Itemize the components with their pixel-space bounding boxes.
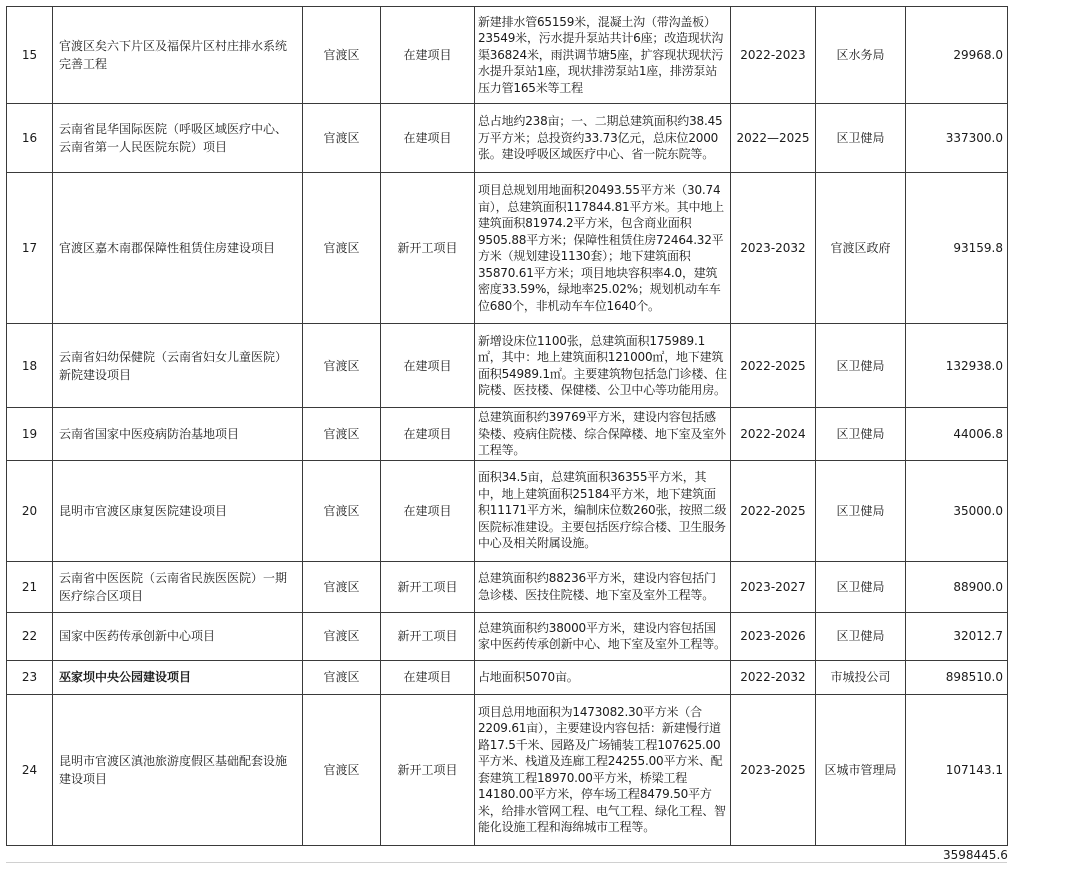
table-row (7, 324, 1008, 408)
investment-amount: 107143.1 (906, 694, 1008, 845)
row-number: 23 (7, 660, 53, 694)
row-number: 16 (7, 104, 53, 173)
project-name: 云南省中医医院（云南省民族医医院）一期医疗综合区项目 (53, 561, 303, 612)
project-status: 新开工项目 (381, 173, 475, 324)
investment-amount: 29968.0 (906, 7, 1008, 104)
district: 官渡区 (303, 660, 381, 694)
project-status: 在建项目 (381, 408, 475, 461)
project-description: 总建筑面积约38000平方米，建设内容包括国家中医药传承创新中心、地下室及室外工程等。 (475, 612, 731, 660)
project-status: 在建项目 (381, 7, 475, 104)
project-name: 官渡区嘉木南郡保障性租赁住房建设项目 (53, 173, 303, 324)
project-description: 总建筑面积约39769平方米，建设内容包括感染楼、疫病住院楼、综合保障楼、地下室及室外工程等。 (475, 408, 731, 461)
grand-total: 3598445.6 (943, 848, 1008, 862)
responsible-unit: 区卫健局 (816, 460, 906, 561)
responsible-unit: 市城投公司 (816, 660, 906, 694)
project-table (6, 6, 1008, 846)
responsible-unit: 官渡区政府 (816, 173, 906, 324)
district: 官渡区 (303, 173, 381, 324)
table-row (7, 694, 1008, 845)
district: 官渡区 (303, 694, 381, 845)
construction-period: 2022-2024 (731, 408, 816, 461)
construction-period: 2022-2023 (731, 7, 816, 104)
row-number: 19 (7, 408, 53, 461)
construction-period: 2022-2025 (731, 460, 816, 561)
project-description: 总建筑面积约88236平方米，建设内容包括门急诊楼、医技住院楼、地下室及室外工程等。 (475, 561, 731, 612)
project-description: 占地面积5070亩。 (475, 660, 731, 694)
project-status: 新开工项目 (381, 561, 475, 612)
project-description: 新增设床位1100张，总建筑面积175989.1㎡，其中：地上建筑面积121000㎡，地下建筑面积54989.1㎡。主要建筑物包括急门诊楼、住院楼、医技楼、保健楼、公卫中心等功能用房。 (475, 324, 731, 408)
row-number: 17 (7, 173, 53, 324)
district: 官渡区 (303, 561, 381, 612)
district: 官渡区 (303, 408, 381, 461)
project-status: 在建项目 (381, 324, 475, 408)
project-status: 新开工项目 (381, 612, 475, 660)
project-name: 昆明市官渡区康复医院建设项目 (53, 460, 303, 561)
project-status: 在建项目 (381, 104, 475, 173)
project-status: 新开工项目 (381, 694, 475, 845)
investment-amount: 337300.0 (906, 104, 1008, 173)
project-description: 面积34.5亩，总建筑面积36355平方米，其中，地上建筑面积25184平方米，地下建筑面积11171平方米，编制床位数260张，按照二级医院标准建设。主要包括医疗综合楼、卫生服务中心及相关附属设施。 (475, 460, 731, 561)
construction-period: 2022-2032 (731, 660, 816, 694)
table-row (7, 561, 1008, 612)
construction-period: 2023-2027 (731, 561, 816, 612)
investment-amount: 35000.0 (906, 460, 1008, 561)
project-name: 云南省国家中医疫病防治基地项目 (53, 408, 303, 461)
responsible-unit: 区卫健局 (816, 104, 906, 173)
district: 官渡区 (303, 7, 381, 104)
responsible-unit: 区卫健局 (816, 561, 906, 612)
responsible-unit: 区卫健局 (816, 408, 906, 461)
investment-amount: 44006.8 (906, 408, 1008, 461)
investment-amount: 132938.0 (906, 324, 1008, 408)
investment-amount: 32012.7 (906, 612, 1008, 660)
project-name: 云南省妇幼保健院（云南省妇女儿童医院）新院建设项目 (53, 324, 303, 408)
project-status: 在建项目 (381, 460, 475, 561)
investment-amount: 898510.0 (906, 660, 1008, 694)
district: 官渡区 (303, 612, 381, 660)
construction-period: 2023-2032 (731, 173, 816, 324)
table-row (7, 612, 1008, 660)
responsible-unit: 区卫健局 (816, 612, 906, 660)
project-table-sheet (6, 6, 1008, 846)
table-row (7, 7, 1008, 104)
table-row (7, 173, 1008, 324)
investment-amount: 93159.8 (906, 173, 1008, 324)
project-status: 在建项目 (381, 660, 475, 694)
project-name: 巫家坝中央公园建设项目 (53, 660, 303, 694)
row-number: 18 (7, 324, 53, 408)
project-name: 昆明市官渡区滇池旅游度假区基础配套设施建设项目 (53, 694, 303, 845)
project-description: 新建排水管65159米，混凝土沟（带沟盖板）23549米，污水提升泵站共计6座；改造现状沟渠36824米，雨洪调节塘5座，扩容现状现状污水提升泵站1座，现状排涝泵站1座，排涝泵站压力管165米等工程 (475, 7, 731, 104)
table-row (7, 408, 1008, 461)
project-name: 云南省昆华国际医院（呼吸区域医疗中心、云南省第一人民医院东院）项目 (53, 104, 303, 173)
row-number: 22 (7, 612, 53, 660)
district: 官渡区 (303, 460, 381, 561)
construction-period: 2023-2026 (731, 612, 816, 660)
responsible-unit: 区城市管理局 (816, 694, 906, 845)
bottom-rule (6, 862, 1007, 863)
table-row (7, 104, 1008, 173)
table-row (7, 660, 1008, 694)
row-number: 21 (7, 561, 53, 612)
district: 官渡区 (303, 104, 381, 173)
investment-amount: 88900.0 (906, 561, 1008, 612)
responsible-unit: 区水务局 (816, 7, 906, 104)
project-name: 国家中医药传承创新中心项目 (53, 612, 303, 660)
project-description: 项目总规划用地面积20493.55平方米（30.74亩），总建筑面积117844.81平方米。其中地上建筑面积81974.2平方米，包含商业面积9505.88平方米；保障性租赁住房72464.32平方米（规划建设1130套）；地下建筑面积35870.61平方米；项目地块容积率4.0，建筑密度33.59%，绿地率25.02%；规划机动车车位680个，非机动车车位1640个。 (475, 173, 731, 324)
project-description: 项目总用地面积为1473082.30平方米（合2209.61亩），主要建设内容包括：新建慢行道路17.5千米、园路及广场铺装工程107625.00平方米、栈道及连廊工程24255.00平方米、配套建筑工程18970.00平方米，桥梁工程14180.00平方米，停车场工程8479.50平方米，给排水管网工程、电气工程、绿化工程、智能化设施工程和海绵城市工程等。 (475, 694, 731, 845)
project-description: 总占地约238亩；一、二期总建筑面积约38.45万平方米；总投资约33.73亿元，总床位2000张。建设呼吸区域医疗中心、省一院东院等。 (475, 104, 731, 173)
district: 官渡区 (303, 324, 381, 408)
project-name: 官渡区矣六下片区及福保片区村庄排水系统完善工程 (53, 7, 303, 104)
construction-period: 2023-2025 (731, 694, 816, 845)
construction-period: 2022—2025 (731, 104, 816, 173)
construction-period: 2022-2025 (731, 324, 816, 408)
row-number: 15 (7, 7, 53, 104)
row-number: 24 (7, 694, 53, 845)
row-number: 20 (7, 460, 53, 561)
responsible-unit: 区卫健局 (816, 324, 906, 408)
table-row (7, 460, 1008, 561)
